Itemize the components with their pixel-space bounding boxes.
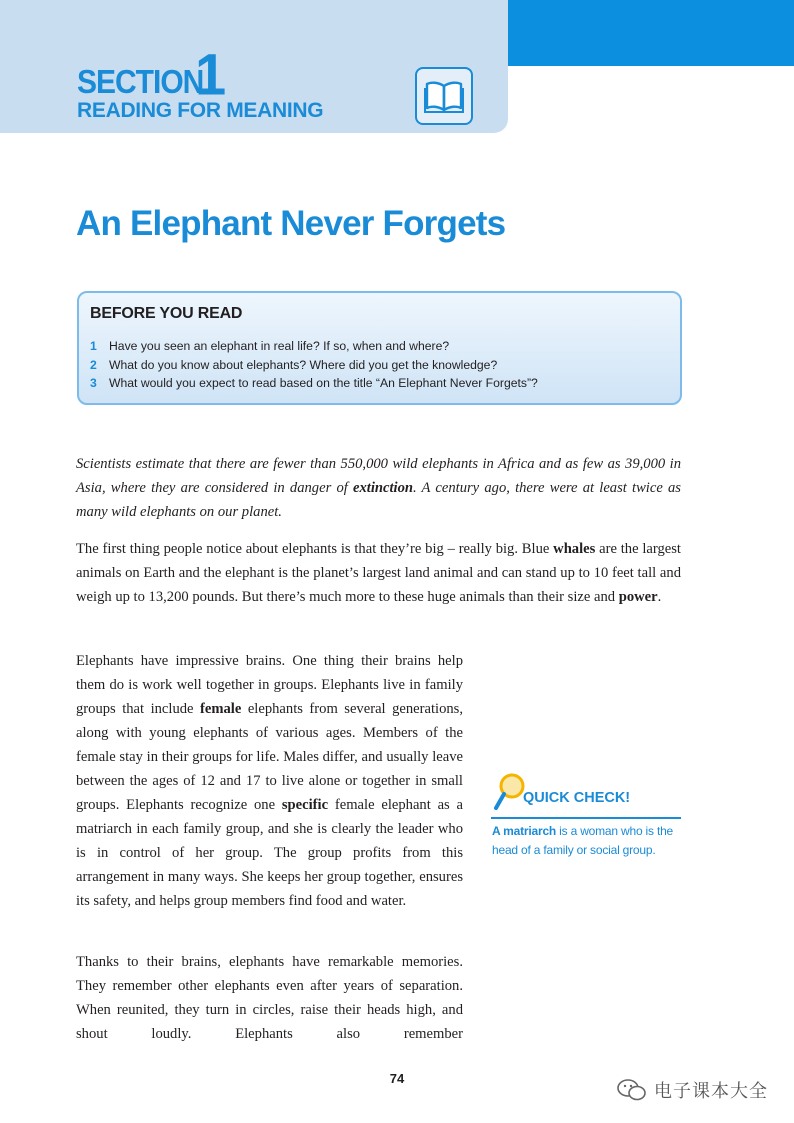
header-accent-bar bbox=[508, 0, 794, 66]
body-paragraph: Elephants have impressive brains. One thing their brains help them do is work well together in groups. Elephants live in family groups that include female elephants from several generations, along with young elephants of various ages. Members of the female stay in their groups for life. Males differ, and usually leave between the ages of 12 and 17 to live alone or together in small groups. Elephants recognize one specific female elephant as a matriarch in each family group, and she is clearly the leader who is in control of her group. The group profits from this arrangement in many ways. She keeps her group together, ensures its safety, and helps group members find food and water. bbox=[76, 653, 463, 909]
body-paragraph: The first thing people notice about elephants is that they’re big – really big. Blue whales are the largest animals on Earth and the elephant is the planet’s largest land animal and can stand up to 10 feet tall and weigh up to 13,200 pounds. But there’s much more to these huge animals than their size and power. bbox=[76, 541, 681, 605]
question-number: 3 bbox=[90, 376, 97, 390]
question-item bbox=[90, 374, 538, 393]
question-text: What do you know about elephants? Where did you get the knowledge? bbox=[109, 357, 498, 372]
quick-check-definition: A matriarch is a woman who is the head of a family or social group. bbox=[492, 824, 674, 857]
question-item bbox=[90, 337, 538, 356]
quick-check-label: QUICK CHECK! bbox=[523, 790, 631, 806]
question-number: 1 bbox=[90, 339, 97, 353]
section-label: SECTION bbox=[77, 64, 204, 101]
question-text: Have you seen an elephant in real life? If so, when and where? bbox=[109, 339, 450, 353]
before-you-read-questions bbox=[90, 337, 538, 393]
magnifier-icon bbox=[493, 772, 527, 812]
before-you-read-heading: BEFORE YOU READ bbox=[90, 305, 243, 322]
question-number: 2 bbox=[90, 357, 97, 372]
question-text: What would you expect to read based on the title “An Elephant Never Forgets”? bbox=[109, 376, 538, 390]
vocab-term: power bbox=[618, 589, 658, 605]
vocab-term: whales bbox=[553, 541, 596, 557]
page-number: 74 bbox=[389, 1071, 405, 1086]
intro-paragraph: Scientists estimate that there are fewer than 550,000 wild elephants in Africa and as few as 39,000 in Asia, where they are considered in danger of extinction. A century ago, there were at least twice as many wild elephants on our planet. bbox=[76, 456, 681, 520]
quick-check-term: A matriarch bbox=[492, 824, 557, 838]
page-title: An Elephant Never Forgets bbox=[76, 204, 506, 243]
body-paragraph: Thanks to their brains, elephants have remarkable memories. They remember other elephants even after years of separation. When reunited, they turn in circles, raise their heads high, and shout loudly. Elephants also remember bbox=[76, 954, 463, 1042]
question-item bbox=[90, 356, 538, 375]
quick-check-divider bbox=[491, 817, 681, 819]
vocab-term: specific bbox=[281, 797, 329, 813]
section-subtitle: READING FOR MEANING bbox=[77, 99, 324, 122]
vocab-term: female bbox=[200, 701, 242, 717]
vocab-term: extinction bbox=[352, 480, 413, 496]
open-book-icon bbox=[415, 67, 473, 125]
watermark-text: 电子课本大全 bbox=[654, 1081, 768, 1102]
chat-bubbles-icon bbox=[617, 1078, 647, 1102]
before-you-read-box bbox=[77, 291, 682, 405]
section-number: 1 bbox=[195, 41, 227, 108]
